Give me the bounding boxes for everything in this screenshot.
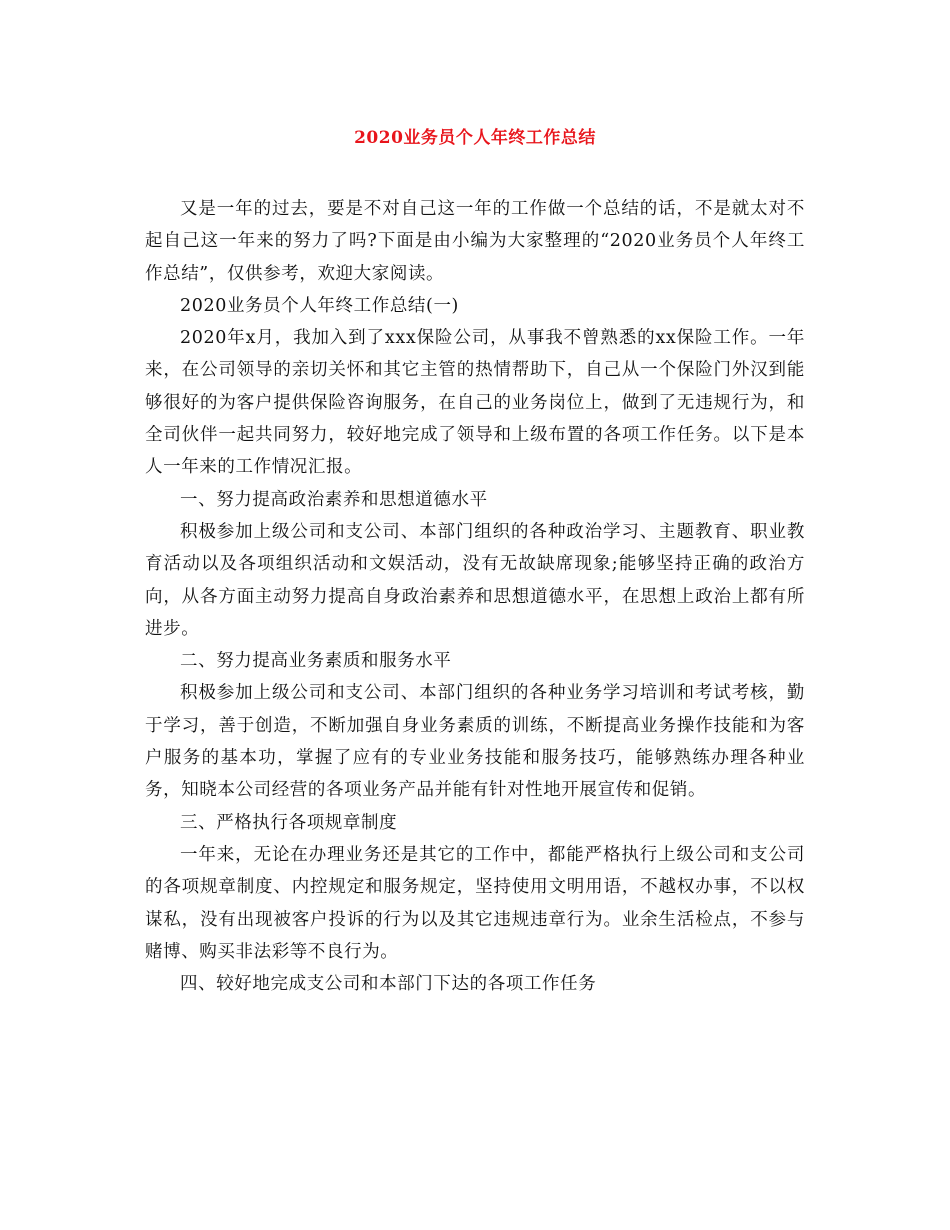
business-quality-paragraph: 积极参加上级公司和支公司、本部门组织的各种业务学习培训和考试考核，勤于学习，善于创造，不断加强自身业务素质的训练，不断提高业务操作技能和为客户服务的基本功，掌握了应有的专业业务技能和服务技巧，能够熟练办理各种业务，知晓本公司经营的各项业务产品并能有针对性地开展宣传和促销。 xyxy=(145,683,805,801)
overview-paragraph: 2020年x月，我加入到了xxx保险公司，从事我不曾熟悉的xx保险工作。一年来，在公司领导的亲切关怀和其它主管的热情帮助下，自己从一个保险门外汉到能够很好的为客户提供保险咨询服务，在自己的业务岗位上，做到了无违规行为，和全司伙伴一起共同努力，较好地完成了领导和上级布置的各项工作任务。以下是本人一年来的工作情况汇报。 xyxy=(145,328,805,478)
political-quality-paragraph: 积极参加上级公司和支公司、本部门组织的各种政治学习、主题教育、职业教育活动以及各项组织活动和文娱活动，没有无故缺席现象;能够坚持正确的政治方向，从各方面主动努力提高自身政治素养和思想道德水平，在思想上政治上都有所进步。 xyxy=(145,521,805,639)
document-title: 2020业务员个人年终工作总结 xyxy=(354,128,596,148)
heading-political-quality: 一、努力提高政治素养和思想道德水平 xyxy=(180,489,488,510)
heading-task-completion: 四、较好地完成支公司和本部门下达的各项工作任务 xyxy=(180,974,597,995)
rules-compliance-paragraph: 一年来，无论在办理业务还是其它的工作中，都能严格执行上级公司和支公司的各项规章制度、内控规定和服务规定，坚持使用文明用语，不越权办事，不以权谋私，没有出现被客户投诉的行为以及其它违规违章行为。业余生活检点，不参与赌博、购买非法彩等不良行为。 xyxy=(145,844,805,962)
section-heading-part-one: 2020业务员个人年终工作总结(一) xyxy=(180,295,459,316)
document-body xyxy=(145,193,805,1000)
heading-rules-compliance: 三、严格执行各项规章制度 xyxy=(180,812,398,833)
heading-business-quality: 二、努力提高业务素质和服务水平 xyxy=(180,651,452,672)
intro-paragraph: 又是一年的过去，要是不对自己这一年的工作做一个总结的话，不是就太对不起自己这一年来的努力了吗?下面是由小编为大家整理的“2020业务员个人年终工作总结”，仅供参考，欢迎大家阅读。 xyxy=(145,199,805,284)
